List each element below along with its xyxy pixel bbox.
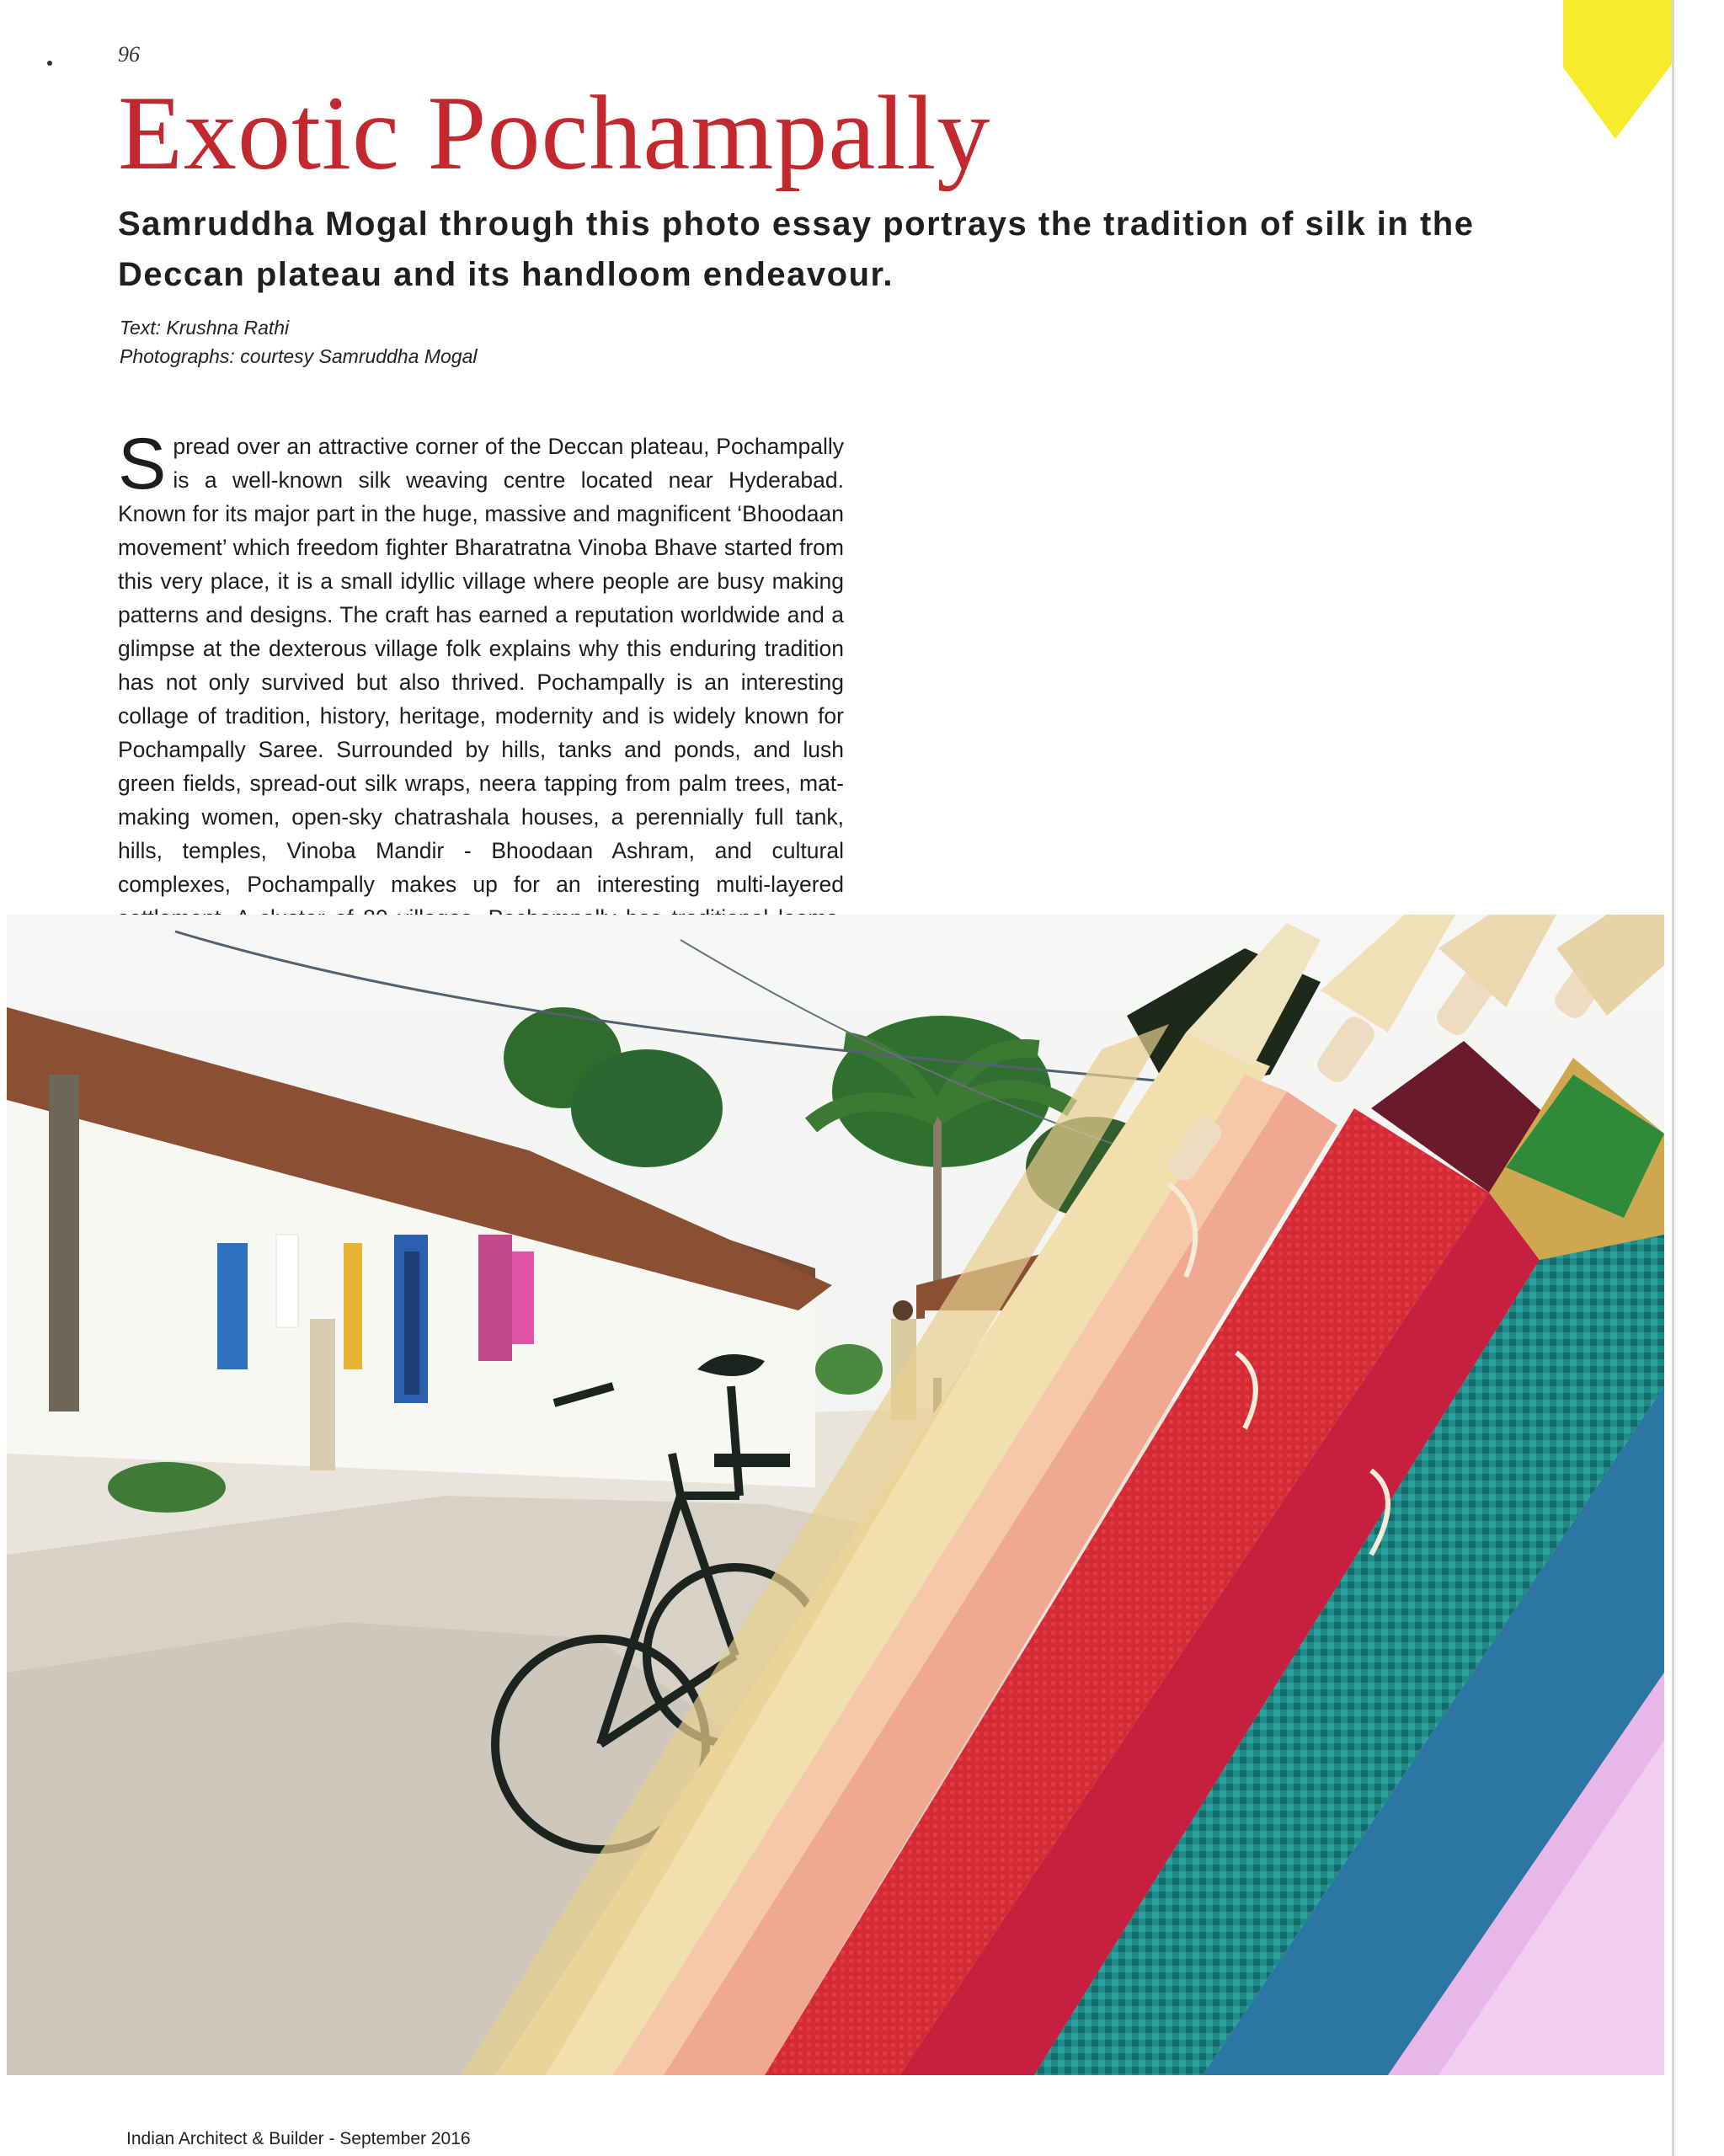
page-edge [1672,0,1674,2156]
paragraph-1-text: pread over an attractive corner of the Deccan plateau, Pochampally is a well-known silk weaving centre located near Hyderabad. Known for its major part in the huge, massive and magnificent ‘Bhoodaan movement’ which freedom fighter Bharatratna Vinoba Bhave started from this very place, it is a small idyllic village where people are busy making patterns and designs. The craft has earned a reputation worldwide and a glimpse at the dexterous village folk explains why this enduring tradition has not only survived but also thrived. Pochampally is an interesting collage of tradition, history, heritage, modernity and is widely known for Pochampally Saree. Surrounded by hills, tanks and ponds, and lush green fields, spread-out silk wraps, neera tapping from palm trees, mat-making women, open-sky chatrashala houses, a perennially full tank, hills, temples, Vinoba Mandir - Bhoodaan Ashram, and cultural complexes, Pochampally makes up for an interesting multi-layered [118,434,844,897]
footer-publication: Indian Architect & Builder - September 2016 [126,2129,471,2148]
credits [120,313,477,371]
village-photo [7,915,1664,2075]
paragraph-1 [118,424,844,969]
drop-cap: S [118,424,167,504]
yellow-corner-tab [1563,0,1673,139]
article-title: Exotic Pochampally [118,75,991,192]
credit-text: Text: Krushna Rathi [120,317,290,339]
photo-illustration [7,915,1664,2075]
scan-speck [47,61,52,66]
article-subtitle: Samruddha Mogal through this photo essay portrays the tradition of silk in the Deccan plateau and its handloom endeavour. [118,205,1475,293]
credit-photos: Photographs: courtesy Samruddha Mogal [120,345,478,367]
page-number: 96 [118,42,140,67]
